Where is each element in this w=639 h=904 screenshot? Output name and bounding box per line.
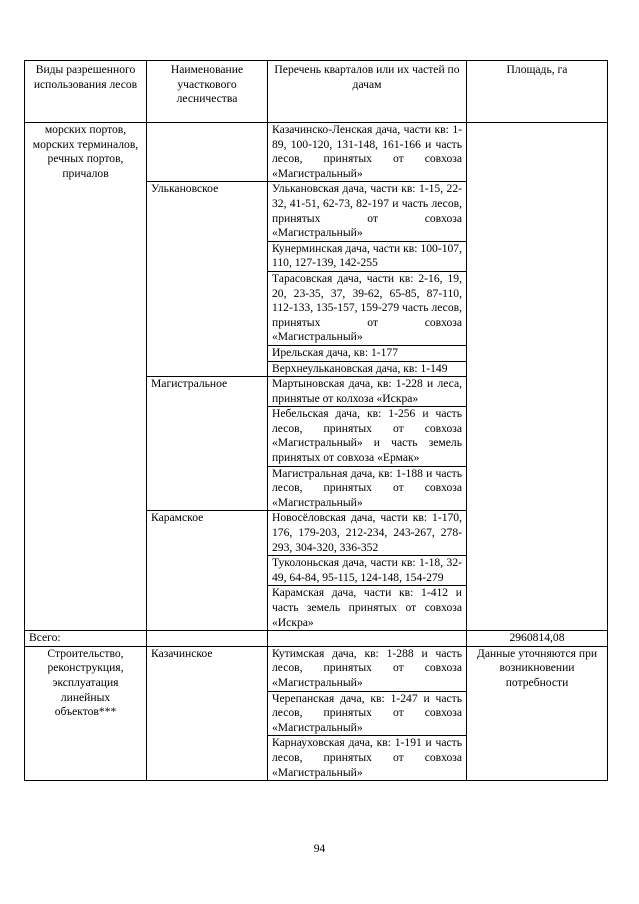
- district-cell: [147, 123, 268, 182]
- dacha-cell: Карнауховская дача, кв: 1-191 и часть лесов, принятых от совхоза «Магистральный»: [268, 736, 467, 781]
- header-quarters-list: Перечень кварталов или их частей по дачам: [268, 61, 467, 123]
- district-cell: Магистральное: [147, 377, 268, 511]
- dacha-cell: Небельская дача, кв: 1-256 и часть лесов, принятых от совхоза «Магистральный» и часть земель принятых от совхоза «Ермак»: [268, 407, 467, 466]
- dacha-cell: Черепанская дача, кв: 1-247 и часть лесов, принятых от совхоза «Магистральный»: [268, 691, 467, 736]
- total-value: 2960814,08: [467, 631, 608, 647]
- district-cell: Улькановское: [147, 182, 268, 377]
- dacha-cell: Новосёловская дача, части кв: 1-170, 176, 179-203, 212-234, 243-267, 278-293, 304-320, 336-352: [268, 511, 467, 556]
- dacha-cell: Кутимская дача, кв: 1-288 и часть лесов, принятых от совхоза «Магистральный»: [268, 646, 467, 691]
- header-usage-type: Виды разрешенного использования лесов: [25, 61, 147, 123]
- table-row: [25, 646, 608, 691]
- dacha-cell: Казачинско-Ленская дача, части кв: 1-89, 100-120, 131-148, 161-166 и часть лесов, принятых от совхоза «Магистральный»: [268, 123, 467, 182]
- table-row: [25, 123, 608, 182]
- page-number: 94: [313, 842, 326, 855]
- usage-type-cell: Строительство, реконструкция, эксплуатация линейных объектов***: [25, 646, 147, 780]
- dacha-cell: Кунерминская дача, части кв: 100-107, 110, 127-139, 142-255: [268, 241, 467, 271]
- district-cell: Карамское: [147, 511, 268, 631]
- total-empty-cell: [147, 631, 268, 647]
- total-label: Всего:: [25, 631, 147, 647]
- header-area: Площадь, га: [467, 61, 608, 123]
- area-note-cell: Данные уточняются при возникновении потребности: [467, 646, 608, 780]
- header-row: [25, 61, 608, 123]
- dacha-cell: Карамская дача, части кв: 1-412 и часть земель принятых от совхоза «Искра»: [268, 586, 467, 631]
- area-cell: [467, 123, 608, 631]
- dacha-cell: Мартыновская дача, кв: 1-228 и леса, принятые от колхоза «Искра»: [268, 377, 467, 407]
- dacha-cell: Туколоньская дача, части кв: 1-18, 32-49, 64-84, 95-115, 124-148, 154-279: [268, 556, 467, 586]
- dacha-cell: Магистральная дача, кв: 1-188 и часть лесов, принятых от совхоза «Магистральный»: [268, 466, 467, 511]
- usage-type-cell: морских портов, морских терминалов, речных портов, причалов: [25, 123, 147, 631]
- total-empty-cell: [268, 631, 467, 647]
- dacha-cell: Улькановская дача, части кв: 1-15, 22-32, 41-51, 62-73, 82-197 и часть лесов, принятых от совхоза «Магистральный»: [268, 182, 467, 241]
- district-cell: Казачинское: [147, 646, 268, 780]
- dacha-cell: Верхнеулькановская дача, кв: 1-149: [268, 361, 467, 377]
- dacha-cell: Тарасовская дача, части кв: 2-16, 19, 20, 23-35, 37, 39-62, 65-85, 87-110, 112-133, 135-157, 159-279 часть лесов, принятых от совхоза «Магистральный»: [268, 271, 467, 345]
- dacha-cell: Ирельская дача, кв: 1-177: [268, 345, 467, 361]
- forest-use-table: [24, 60, 608, 781]
- total-row: [25, 631, 608, 647]
- header-district: Наименование участкового лесничества: [147, 61, 268, 123]
